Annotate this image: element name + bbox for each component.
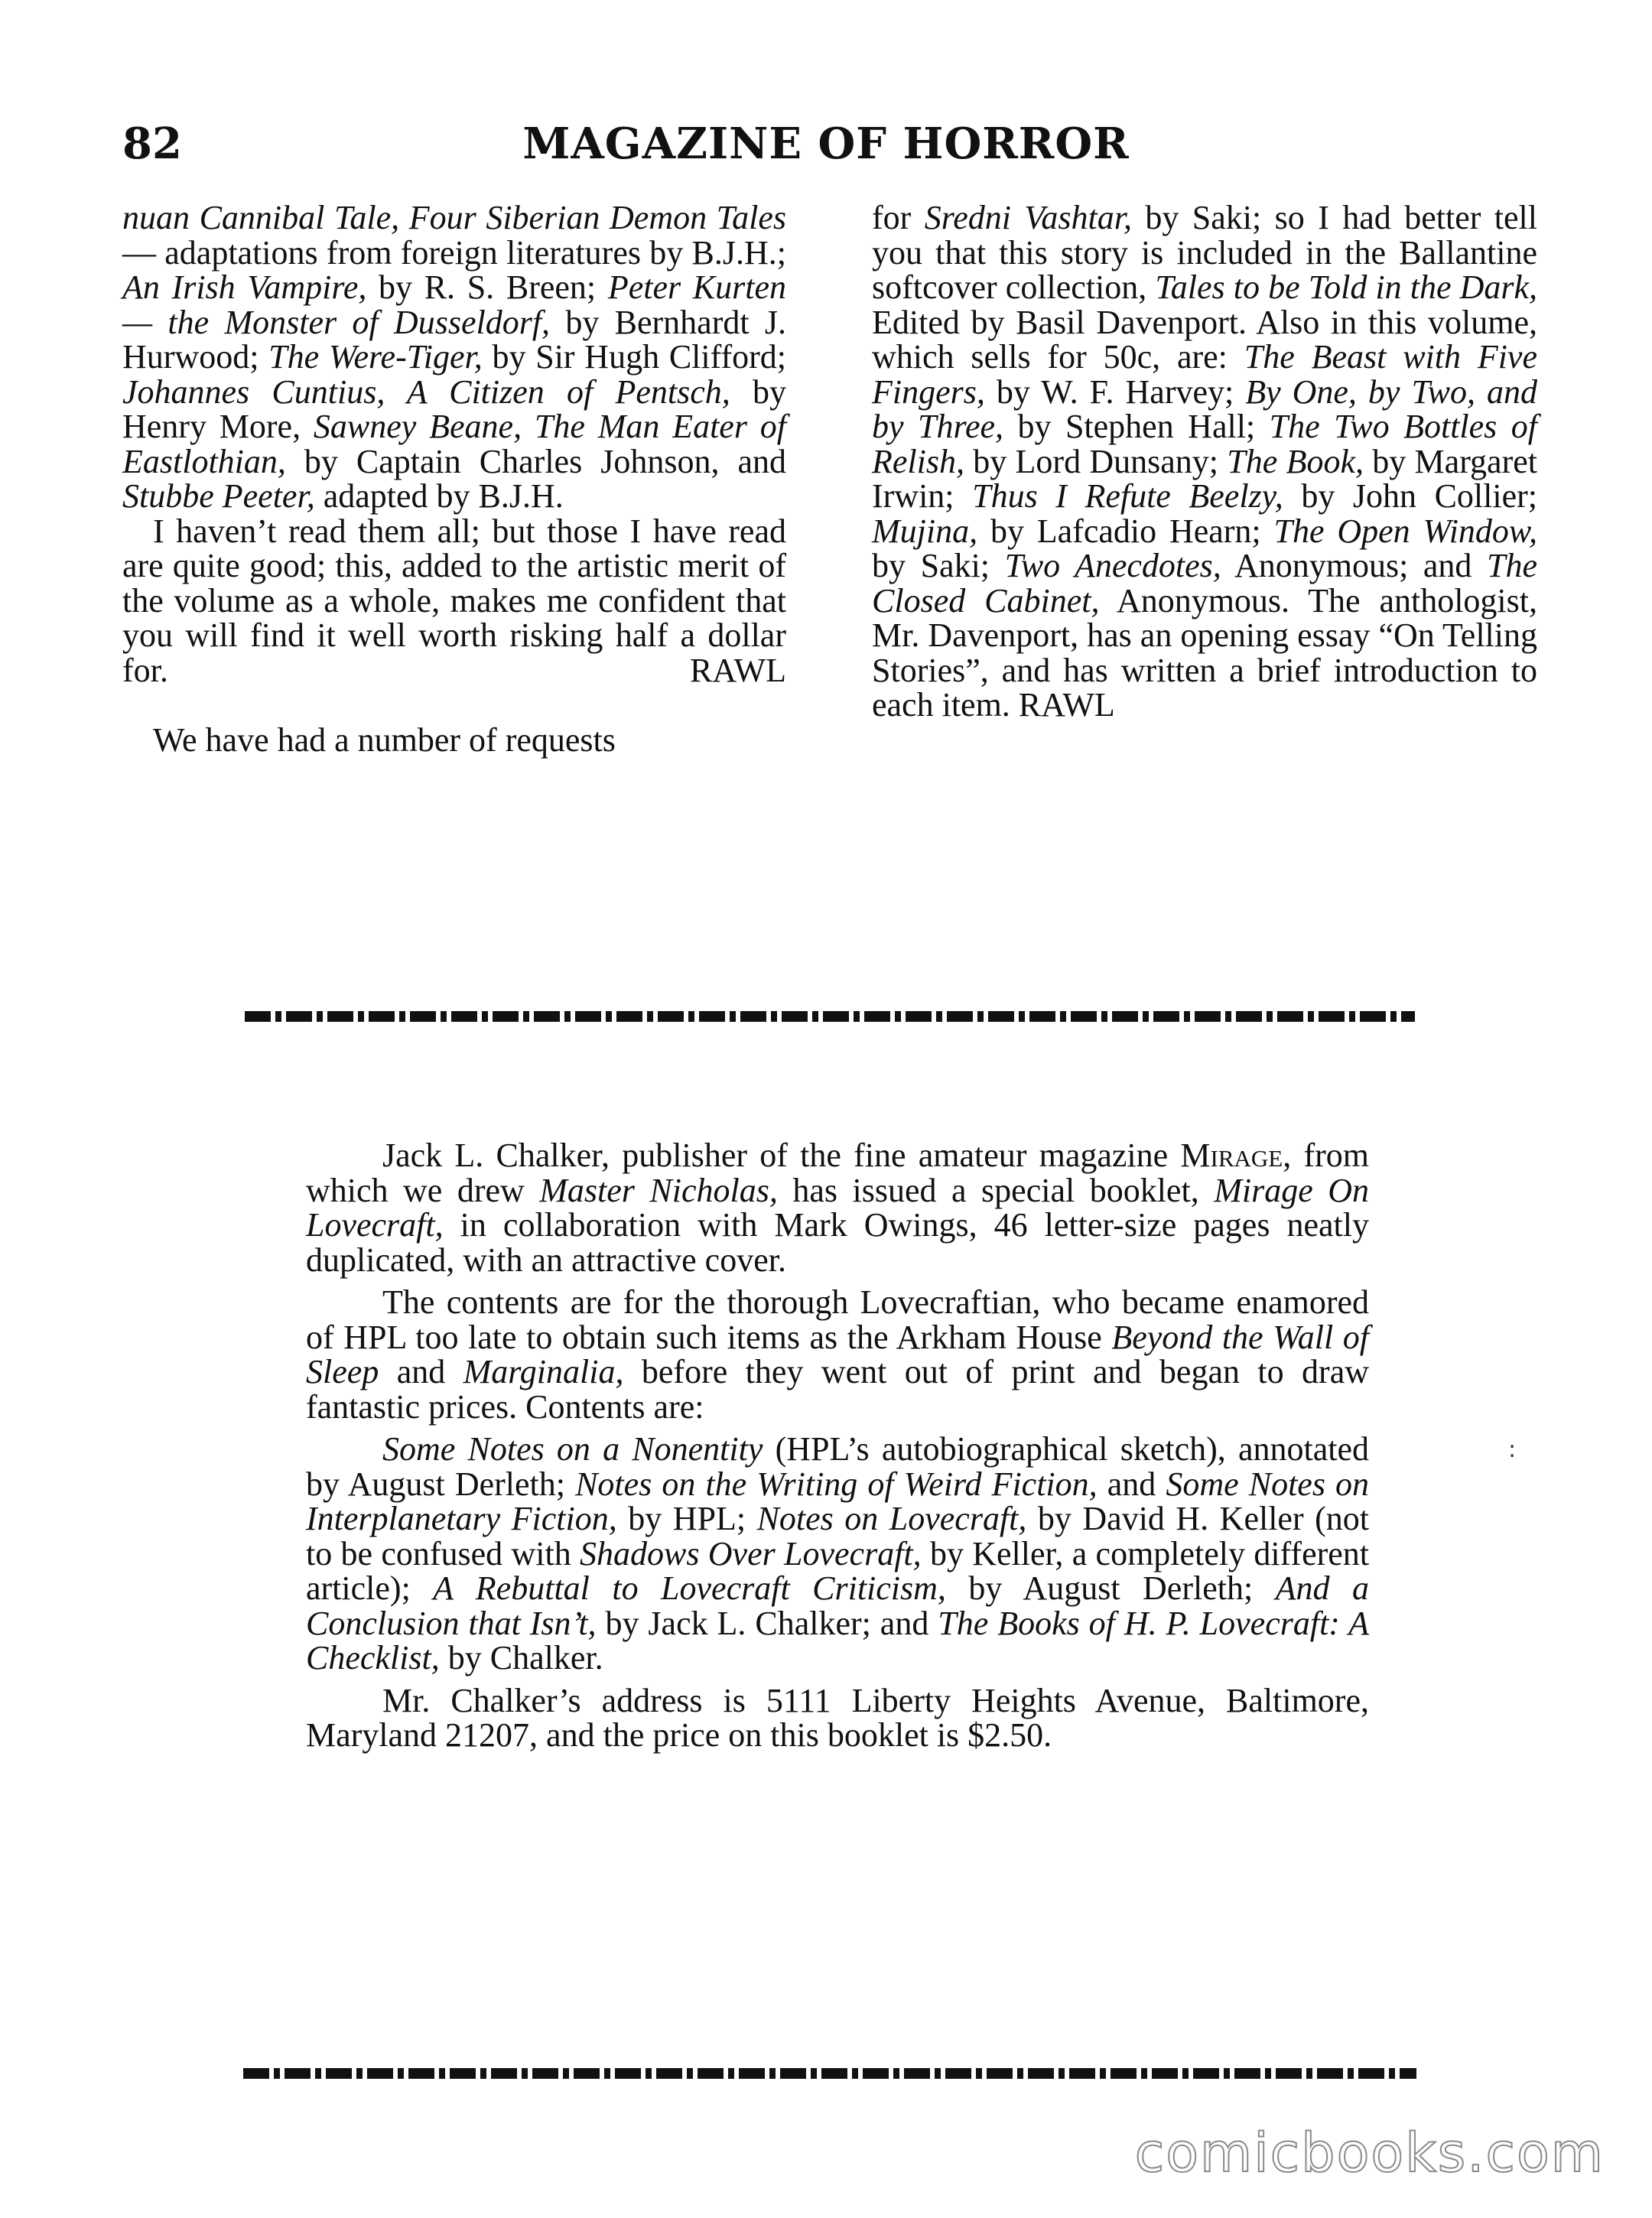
text-run: and [379,1353,463,1390]
notice-paragraph-2 [306,1285,1369,1424]
text-run: by Jack L. Chalker; and [596,1604,938,1642]
page-number: 82 [122,119,182,169]
italic-title: Master Nicholas, [539,1171,778,1209]
margin-mark: : [1508,1436,1517,1463]
text-run: by Keller, a completely different article); [306,1534,1369,1607]
italic-title: Sawney Beane, The Man Eater of Eastlothian, [122,408,786,480]
chalker-notice [306,1138,1369,1761]
left-paragraph-3: We have had a number of requests [153,721,616,759]
text-run: (HPL’s autobiographical sketch), annotated by August Derleth; [306,1430,1369,1503]
text-run: has issued a special booklet, [777,1171,1215,1209]
text-run: by Captain Charles Johnson, and [285,442,786,480]
text-run: Anonymous. The anthologist, Mr. Davenport, has an opening essay “On Telling Stories”, and has written a brief introduction to each item. [872,581,1537,724]
text-run: , from which we drew [306,1137,1370,1209]
text-run: by Sir Hugh Clifford; [482,338,786,376]
notice-paragraph-1 [306,1138,1369,1277]
text-run: by Lord Dunsany; [964,442,1228,480]
italic-title: Sredni Vashtar, [924,199,1132,236]
text-run: RAWL [1018,686,1115,724]
text-run: by Saki; [872,547,1005,584]
text-run: by John Collier; [1283,477,1537,515]
italic-title: nuan Cannibal Tale, Four Siberian Demon Tales [122,199,786,236]
right-paragraph-1 [872,200,1537,723]
italic-title: The Open Window, [1273,512,1537,550]
text-run: Jack L. Chalker, publisher of the fine amateur magazine [382,1137,1181,1174]
italic-title: Mujina, [872,512,978,550]
italic-title: Notes on Lovecraft, [756,1500,1027,1537]
text-run: by Bernhardt J. Hurwood; [122,303,786,376]
italic-title: The Books of H. P. Lovecraft: A Checklist, [306,1604,1369,1677]
italic-title: Thus I Refute Beelzy, [972,477,1283,515]
signature: RAWL [689,651,786,689]
text-run: Edited by Basil Davenport. Also in this volume, which sells for 50c, are: [872,303,1537,376]
italic-title: Shadows Over Lovecraft, [580,1534,922,1572]
italic-title: Tales to be Told in the Dark, [1155,268,1538,306]
italic-title: By One, by Two, and by Three, [872,372,1537,445]
italic-title: Mirage On Lovecraft, [306,1171,1369,1244]
text-run: by HPL; [616,1500,757,1537]
text-run: by Saki; so I had better tell you that this story is included in the Ballantine softcover collection, [872,199,1537,306]
text-run: Mirage [1180,1137,1283,1174]
italic-title: Two Anecdotes, [1004,547,1221,584]
italic-title: The Beast with Five Fingers, [872,338,1537,411]
text-run: adapted by B.J.H. [314,477,564,515]
text-run: by Lafcadio Hearn; [977,512,1274,550]
italic-title: Notes on the Writing of Weird Fiction, [575,1465,1098,1503]
text-run: by Chalker. [439,1639,603,1677]
italic-title: Stubbe Peeter, [122,477,315,515]
right-column [872,200,1537,723]
text-run: and [1097,1465,1166,1503]
italic-title: Beyond the Wall of Sleep [306,1318,1369,1390]
text-run: by Margaret Irwin; [872,442,1537,515]
text-run: Anonymous; and [1221,547,1487,584]
notice-paragraph-4 [306,1683,1369,1753]
italic-title: Some Notes on Interplanetary Fiction, [306,1465,1370,1537]
italic-title: Johannes Cuntius, A Citizen of Pentsch, [122,372,730,411]
text-run: by R. S. Breen; [366,268,608,306]
running-title: MAGAZINE OF HORROR [522,119,1130,169]
italic-title: Some Notes on a Nonentity [382,1430,763,1468]
decorative-rule-bottom [243,2068,1416,2079]
italic-title: The Were-Tiger, [268,338,483,376]
left-paragraph-1 [122,200,786,514]
italic-title: Peter Kurten — the Monster of Dusseldorf, [122,268,786,341]
italic-title: The Closed Cabinet, [872,547,1537,620]
text-run: before they went out of print and began to draw fantastic prices. Contents are: [306,1353,1369,1426]
italic-title: The Book, [1227,442,1364,480]
text-run: The contents are for the thorough Lovecraftian, who became enamored of HPL too late to obtain such items as the Arkham House [306,1283,1369,1356]
text-run: by Stephen Hall; [1003,408,1270,445]
text-run: by David H. Keller (not to be confused with [306,1500,1369,1572]
decorative-rule-top [245,1011,1415,1022]
page-header [122,113,1530,174]
text-run: by W. F. Harvey; [984,372,1246,411]
text-run: Mr. Chalker’s address is 5111 Liberty Heights Avenue, Baltimore, Maryland 21207, and the price on this booklet is $2.50. [306,1681,1369,1754]
left-paragraph-2 [122,514,786,688]
text-run: — adaptations from foreign literatures by B.J.H.; [122,233,786,272]
text-run: for [872,199,925,236]
italic-title: Marginalia, [463,1353,624,1390]
italic-title: An Irish Vampire, [122,268,367,306]
text-run: by August Derleth; [945,1569,1276,1607]
italic-title: The Two Bottles of Relish, [872,408,1537,480]
text-run: by Henry More, [122,372,787,445]
italic-title: And a Conclusion that Isn’t, [306,1569,1369,1642]
notice-paragraph-3 [306,1432,1369,1676]
italic-title: A Rebuttal to Lovecraft Criticism, [433,1569,946,1607]
left-column [122,200,786,758]
watermark-logo: comicbooks.com [1134,2122,1605,2184]
text-run: in collaboration with Mark Owings, 46 letter-size pages neatly duplicated, with an attractive cover. [306,1206,1369,1279]
left-paragraph-2-text: I haven’t read them all; but those I have read are quite good; this, added to the artistic merit of the volume as a whole, makes me confident that you will find it well worth risking half a dollar for. [122,512,786,689]
